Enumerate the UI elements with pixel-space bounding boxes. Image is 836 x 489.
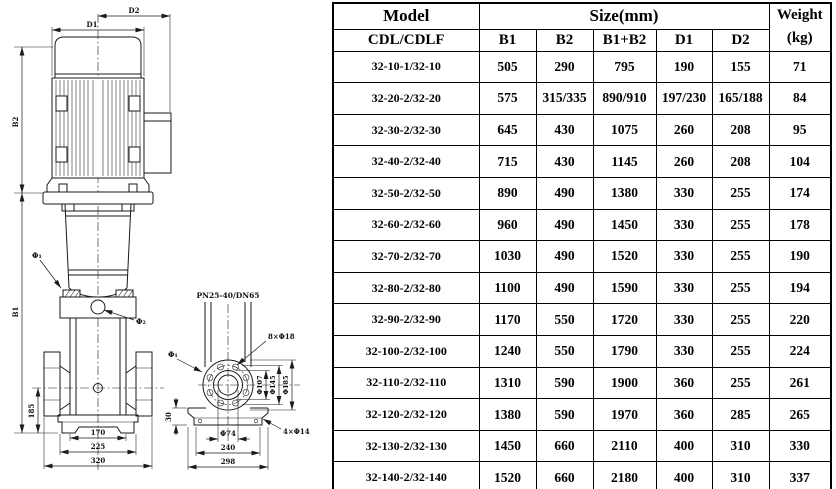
table-row [333, 83, 831, 115]
dim-label-phi145: Φ145 [269, 375, 277, 395]
dim-label-d2: D2 [128, 6, 140, 15]
col-header-d1: D1 [656, 29, 712, 51]
front-view [14, 14, 171, 470]
header-row-2 [333, 29, 831, 51]
d1-cell: 330 [656, 241, 712, 273]
b1b2-cell: 1075 [593, 114, 656, 146]
dim-label-298: 298 [220, 457, 236, 466]
b2-cell: 660 [536, 430, 593, 462]
d2-cell: 208 [712, 146, 769, 178]
table-row [333, 399, 831, 431]
col-header-model: Model [333, 3, 479, 29]
table-row [333, 209, 831, 241]
d2-cell: 255 [712, 304, 769, 336]
weight-cell: 190 [769, 241, 831, 273]
b1-cell: 715 [479, 146, 536, 178]
table-row [333, 430, 831, 462]
b2-cell: 490 [536, 177, 593, 209]
b1b2-cell: 1900 [593, 367, 656, 399]
weight-label: Weight [776, 7, 823, 23]
b2-cell: 660 [536, 462, 593, 489]
weight-cell: 194 [769, 272, 831, 304]
b1b2-cell: 1790 [593, 335, 656, 367]
b1-cell: 575 [479, 83, 536, 115]
b1-cell: 1520 [479, 462, 536, 489]
d1-cell: 260 [656, 114, 712, 146]
d2-cell: 155 [712, 51, 769, 83]
b2-cell: 290 [536, 51, 593, 83]
weight-cell: 337 [769, 462, 831, 489]
weight-cell: 330 [769, 430, 831, 462]
dim-label-d1: D1 [86, 20, 98, 29]
dim-label-phi185: Φ185 [282, 375, 290, 395]
d2-cell: 255 [712, 367, 769, 399]
d1-cell: 330 [656, 272, 712, 304]
table-row [333, 177, 831, 209]
weight-cell: 174 [769, 177, 831, 209]
b1-cell: 1310 [479, 367, 536, 399]
table-row [333, 367, 831, 399]
b1-cell: 1240 [479, 335, 536, 367]
header-row-1 [333, 3, 831, 29]
table-pane [332, 0, 836, 489]
model-cell: 32-10-1/32-10 [333, 51, 479, 83]
b1-cell: 645 [479, 114, 536, 146]
b2-cell: 550 [536, 335, 593, 367]
d1-cell: 360 [656, 399, 712, 431]
table-row [333, 51, 831, 83]
d1-cell: 260 [656, 146, 712, 178]
d2-cell: 310 [712, 430, 769, 462]
d2-cell: 165/188 [712, 83, 769, 115]
dimension-table [332, 2, 832, 489]
col-header-d2: D2 [712, 29, 769, 51]
dim-label-phi107: Φ107 [256, 375, 264, 395]
col-header-size: Size(mm) [479, 3, 769, 29]
d1-cell: 330 [656, 209, 712, 241]
col-header-b1: B1 [479, 29, 536, 51]
dim-label-185: 185 [27, 403, 36, 419]
d1-cell: 400 [656, 430, 712, 462]
model-cell: 32-100-2/32-100 [333, 335, 479, 367]
b2-cell: 315/335 [536, 83, 593, 115]
col-header-b2: B2 [536, 29, 593, 51]
col-header-series: CDL/CDLF [333, 29, 479, 51]
b1-cell: 1030 [479, 241, 536, 273]
flange-spec-label: PN25-40/DN65 [196, 291, 260, 300]
d2-cell: 285 [712, 399, 769, 431]
weight-cell: 71 [769, 51, 831, 83]
model-cell: 32-50-2/32-50 [333, 177, 479, 209]
b2-cell: 490 [536, 209, 593, 241]
model-cell: 32-20-2/32-20 [333, 83, 479, 115]
model-cell: 32-30-2/32-30 [333, 114, 479, 146]
b1-cell: 1450 [479, 430, 536, 462]
dim-label-b2: B2 [11, 116, 20, 128]
d2-cell: 255 [712, 272, 769, 304]
weight-cell: 84 [769, 83, 831, 115]
b1-cell: 1170 [479, 304, 536, 336]
model-cell: 32-120-2/32-120 [333, 399, 479, 431]
table-row [333, 304, 831, 336]
d1-cell: 330 [656, 335, 712, 367]
table-header [333, 3, 831, 51]
b1b2-cell: 1380 [593, 177, 656, 209]
port-label-phi2: Φ₂ [136, 317, 146, 326]
b1b2-cell: 2180 [593, 462, 656, 489]
d1-cell: 400 [656, 462, 712, 489]
weight-cell: 224 [769, 335, 831, 367]
d2-cell: 255 [712, 209, 769, 241]
model-cell: 32-110-2/32-110 [333, 367, 479, 399]
table-row [333, 462, 831, 489]
weight-unit-label: (kg) [786, 30, 813, 47]
pump-technical-drawing [0, 0, 332, 489]
d2-cell: 310 [712, 462, 769, 489]
table-row [333, 272, 831, 304]
model-cell: 32-40-2/32-40 [333, 146, 479, 178]
b1b2-cell: 1450 [593, 209, 656, 241]
b2-cell: 490 [536, 241, 593, 273]
col-header-weight [769, 3, 831, 51]
terminal-box [144, 113, 171, 173]
b1b2-cell: 1970 [593, 399, 656, 431]
model-cell: 32-60-2/32-60 [333, 209, 479, 241]
port-label-phi1: Φ₁ [32, 251, 42, 260]
table-row [333, 146, 831, 178]
weight-cell: 104 [769, 146, 831, 178]
b1b2-cell: 1520 [593, 241, 656, 273]
d1-cell: 330 [656, 177, 712, 209]
motor-body [52, 78, 144, 178]
d2-cell: 208 [712, 114, 769, 146]
flange-port-label-phi1: Φ₁ [168, 350, 178, 359]
b1b2-cell: 890/910 [593, 83, 656, 115]
table-row [333, 241, 831, 273]
d1-cell: 190 [656, 51, 712, 83]
b1b2-cell: 1145 [593, 146, 656, 178]
dim-label-b1: B1 [11, 306, 20, 318]
b2-cell: 590 [536, 367, 593, 399]
dim-label-320: 320 [90, 456, 106, 465]
model-cell: 32-70-2/32-70 [333, 241, 479, 273]
weight-cell: 220 [769, 304, 831, 336]
pump-drawing-svg [0, 0, 332, 489]
drawing-labels [11, 6, 310, 466]
table-row [333, 114, 831, 146]
b2-cell: 430 [536, 146, 593, 178]
b2-cell: 550 [536, 304, 593, 336]
weight-cell: 265 [769, 399, 831, 431]
model-cell: 32-130-2/32-130 [333, 430, 479, 462]
table-body [333, 51, 831, 489]
col-header-b1b2: B1+B2 [593, 29, 656, 51]
d1-cell: 197/230 [656, 83, 712, 115]
dim-label-225: 225 [90, 442, 106, 451]
model-cell: 32-80-2/32-80 [333, 272, 479, 304]
b1-cell: 960 [479, 209, 536, 241]
b1-cell: 890 [479, 177, 536, 209]
d2-cell: 255 [712, 241, 769, 273]
d2-cell: 255 [712, 335, 769, 367]
b1-cell: 505 [479, 51, 536, 83]
b1b2-cell: 1720 [593, 304, 656, 336]
b2-cell: 590 [536, 399, 593, 431]
dim-label-170: 170 [90, 428, 106, 437]
bolt-holes-label: 8×Φ18 [268, 332, 295, 341]
foot-holes-label: 4×Φ14 [283, 427, 310, 436]
model-cell: 32-140-2/32-140 [333, 462, 479, 489]
d1-cell: 330 [656, 304, 712, 336]
weight-cell: 261 [769, 367, 831, 399]
b1-cell: 1380 [479, 399, 536, 431]
b2-cell: 490 [536, 272, 593, 304]
table-row [333, 335, 831, 367]
weight-cell: 178 [769, 209, 831, 241]
d1-cell: 360 [656, 367, 712, 399]
dim-label-phi74: Φ74 [220, 429, 236, 438]
b1b2-cell: 795 [593, 51, 656, 83]
dim-label-30: 30 [164, 412, 173, 422]
b1-cell: 1100 [479, 272, 536, 304]
b2-cell: 430 [536, 114, 593, 146]
dim-label-240: 240 [220, 443, 236, 452]
model-cell: 32-90-2/32-90 [333, 304, 479, 336]
weight-cell: 95 [769, 114, 831, 146]
flange-view [172, 302, 300, 470]
d2-cell: 255 [712, 177, 769, 209]
b1b2-cell: 2110 [593, 430, 656, 462]
b1b2-cell: 1590 [593, 272, 656, 304]
